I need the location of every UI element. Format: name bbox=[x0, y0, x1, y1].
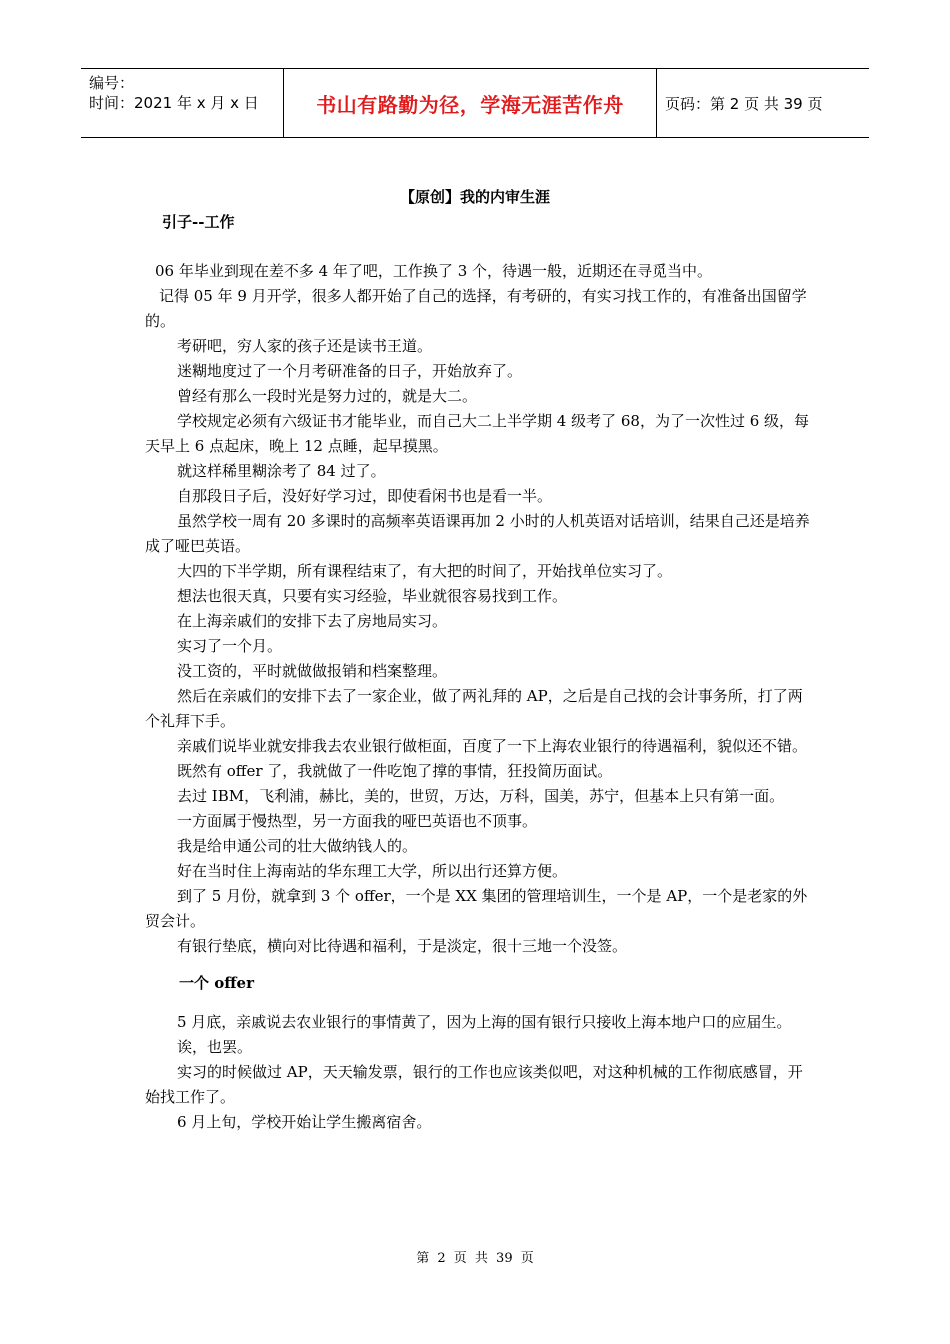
page-header bbox=[81, 68, 869, 138]
section1-title: 引子--工作 bbox=[162, 213, 235, 231]
paragraph: 大四的下半学期，所有课程结束了，有大把的时间了，开始找单位实习了。 bbox=[177, 562, 673, 580]
document-body bbox=[145, 259, 813, 1135]
paragraph: 没工资的，平时就做做报销和档案整理。 bbox=[177, 662, 448, 680]
paragraph: 学校规定必须有六级证书才能毕业，而自己大二上半学期 4 级考了 68，为了一次性过 6 级，每天早上 6 点起床，晚上 12 点睡，起早摸黑。 bbox=[145, 412, 810, 455]
paragraph: 好在当时住上海南站的华东理工大学，所以出行还算方便。 bbox=[177, 862, 568, 880]
paragraph: 自那段日子后，没好好学习过，即使看闲书也是看一半。 bbox=[177, 487, 553, 505]
paragraph: 06 年毕业到现在差不多 4 年了吧，工作换了 3 个，待遇一般，近期还在寻觅当中。 bbox=[155, 262, 713, 280]
paragraph: 考研吧，穷人家的孩子还是读书王道。 bbox=[177, 337, 433, 355]
paragraph: 想法也很天真，只要有实习经验，毕业就很容易找到工作。 bbox=[177, 587, 568, 605]
page-info: 页码：第 2 页 共 39 页 bbox=[665, 94, 823, 113]
number-label: 编号： bbox=[89, 74, 135, 92]
paragraph: 5 月底，亲戚说去农业银行的事情黄了，因为上海的国有银行只接收上海本地户口的应届生。 bbox=[177, 1013, 792, 1031]
paragraph: 记得 05 年 9 月开学，很多人都开始了自己的选择，有考研的，有实习找工作的，有准备出国留学的。 bbox=[145, 287, 807, 330]
paragraph: 虽然学校一周有 20 多课时的高频率英语课再加 2 小时的人机英语对话培训，结果自己还是培养成了哑巴英语。 bbox=[145, 512, 810, 555]
paragraph: 实习了一个月。 bbox=[177, 637, 283, 655]
paragraph: 一方面属于慢热型，另一方面我的哑巴英语也不顶事。 bbox=[177, 812, 538, 830]
paragraph: 迷糊地度过了一个月考研准备的日子，开始放弃了。 bbox=[177, 362, 523, 380]
paragraph: 既然有 offer 了，我就做了一件吃饱了撑的事情，狂投简历面试。 bbox=[177, 762, 613, 780]
paragraph: 去过 IBM，飞利浦，赫比，美的，世贸，万达，万科，国美，苏宁，但基本上只有第一面。 bbox=[177, 787, 785, 805]
paragraph: 我是给申通公司的壮大做纳钱人的。 bbox=[177, 837, 418, 855]
paragraph: 然后在亲戚们的安排下去了一家企业，做了两礼拜的 AP，之后是自己找的会计事务所，打了两个礼拜下手。 bbox=[145, 687, 803, 730]
header-meta bbox=[81, 69, 283, 137]
header-motto-cell bbox=[283, 69, 657, 137]
paragraph: 亲戚们说毕业就安排我去农业银行做柜面，百度了一下上海农业银行的待遇福利，貌似还不错。 bbox=[177, 737, 808, 755]
paragraph: 曾经有那么一段时光是努力过的，就是大二。 bbox=[177, 387, 478, 405]
paragraph: 有银行垫底，横向对比待遇和福利，于是淡定，很十三地一个没签。 bbox=[177, 937, 628, 955]
time-label: 时间：2021 年 x 月 x 日 bbox=[89, 94, 259, 112]
paragraph: 6 月上旬，学校开始让学生搬离宿舍。 bbox=[177, 1113, 432, 1131]
document-title: 【原创】我的内审生涯 bbox=[399, 188, 550, 206]
paragraph: 就这样稀里糊涂考了 84 过了。 bbox=[177, 462, 386, 480]
motto: 书山有路勤为径，学海无涯苦作舟 bbox=[316, 92, 624, 117]
paragraph: 在上海亲戚们的安排下去了房地局实习。 bbox=[177, 612, 448, 630]
paragraph: 实习的时候做过 AP，天天输发票，银行的工作也应该类似吧，对这种机械的工作彻底感冒，开始找工作了。 bbox=[145, 1063, 803, 1106]
paragraph: 到了 5 月份，就拿到 3 个 offer，一个是 XX 集团的管理培训生，一个是 AP，一个是老家的外贸会计。 bbox=[145, 887, 808, 930]
header-page-info bbox=[657, 69, 869, 137]
section2-title: 一个 offer bbox=[179, 974, 254, 992]
page-footer: 第 2 页 共 39 页 bbox=[416, 1251, 534, 1266]
paragraph: 诶，也罢。 bbox=[177, 1038, 253, 1056]
